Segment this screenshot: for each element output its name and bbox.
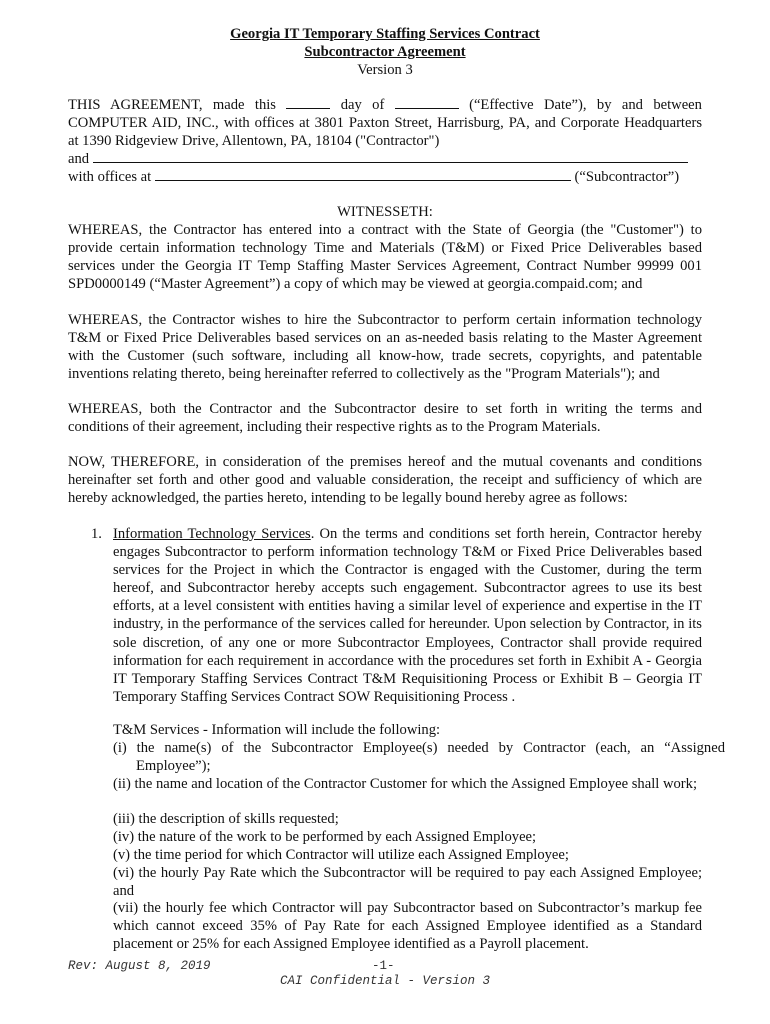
preamble-made-this: THIS AGREEMENT, made this [68,97,276,113]
tm-item-vi: (vi) the hourly Pay Rate which the Subcontractor will be required to pay each Assigned Employee; and [113,865,702,900]
document-version: Version 3 [357,62,413,78]
offices-label: with offices at [68,169,152,185]
preamble-effective-date: (“Effective Date”), by and between [469,97,702,113]
footer-confidential: CAI Confidential - Version 3 [279,974,491,988]
tm-item-iv: (iv) the nature of the work to be performed by each Assigned Employee; [113,829,537,845]
section-1-heading: Information Technology Services [113,526,311,542]
day-blank[interactable] [286,96,330,109]
whereas-paragraph-3: WHEREAS, both the Contractor and the Subcontractor desire to set forth in writing the terms and conditions of their agreement, including their respective rights as to the Program Materials. [68,401,702,436]
document-title: Georgia IT Temporary Staffing Services Contract [230,26,540,42]
preamble-line-3: at 1390 Ridgeview Drive, Allentown, PA, 18104 ("Contractor") [68,133,440,149]
tm-item-ii: (ii) the name and location of the Contractor Customer for which the Assigned Employee shall work; [113,776,698,792]
now-therefore-paragraph: NOW, THEREFORE, in consideration of the premises hereof and the mutual covenants and conditions hereinafter set forth and other good and valuable consideration, the receipt and sufficiency of which are hereby acknowledged, the parties hereto, intending to be legally bound hereby agree as follows: [68,454,702,507]
subcontractor-name-blank[interactable] [93,150,688,163]
preamble-and-line [68,150,688,168]
subcontractor-label: (“Subcontractor”) [574,169,680,185]
preamble-line-1 [68,96,702,114]
tm-item-v: (v) the time period for which Contractor will utilize each Assigned Employee; [113,847,569,863]
month-blank[interactable] [395,96,459,109]
witnesseth-heading: WITNESSETH: [337,204,433,220]
whereas-paragraph-2: WHEREAS, the Contractor wishes to hire the Subcontractor to perform certain information technology T&M or Fixed Price Deliverables based services on an as-needed basis relating to the Master Agreement with the Customer (such software, including all know-how, trade secrets, copyrights, and patentable inventions relating thereto, being hereinafter referred to collectively as the "Program Materials"); and [68,312,702,383]
subcontractor-address-blank[interactable] [155,168,571,181]
section-1-paragraph [113,525,702,706]
tm-item-vii: (vii) the hourly fee which Contractor will pay Subcontractor based on Subcontractor’s markup fee which cannot exceed 35% of Pay Rate for each Assigned Employee identified as a Standard placement or 25% for each Assigned Employee identified as a Payroll placement. [113,900,702,953]
document-subtitle: Subcontractor Agreement [304,44,466,60]
section-1-body: . On the terms and conditions set forth herein, Contractor hereby engages Subcontractor to perform information technology T&M or Fixed Price Deliverables based services for the Project in which the Contractor is engaged with the Customer, during the term hereof, and Subcontractor hereby accepts such engagement. Subcontractor agrees to use its best efforts, at a level consistent with entities having a similar level of experience and expertise in the IT industry, in the performance of the services called for hereunder. Upon selection by Contractor, in its sole discretion, of any one or more Subcontractor Employees, Contractor shall provide required information for each requirement in accordance with the procedures set forth in Exhibit A - Georgia IT Temporary Staffing Services Contract T&M Requisitioning Process or Exhibit B – Georgia IT Temporary Staffing Services Contract SOW Requisitioning Process . [113,526,702,705]
tm-services-intro: T&M Services - Information will include the following: [113,722,441,738]
whereas-paragraph-1: WHEREAS, the Contractor has entered into a contract with the State of Georgia (the "Customer") to provide certain information technology Time and Materials (T&M) or Fixed Price Deliverables based services under the Georgia IT Temp Staffing Master Services Agreement, Contract Number 99999 001 SPD0000149 (“Master Agreement”) a copy of which may be viewed at georgia.compaid.com; and [68,222,702,293]
and-label: and [68,151,90,167]
tm-item-iii: (iii) the description of skills requested; [113,811,339,827]
preamble-line-2: COMPUTER AID, INC., with offices at 3801 Paxton Street, Harrisburg, PA, and Corporate Headquarters [68,115,702,131]
preamble-offices-line [68,168,679,186]
footer-page-number: -1- [372,959,395,973]
preamble-day-of: day of [340,97,385,113]
section-1-number: 1. [91,526,102,542]
tm-item-i: (i) the name(s) of the Subcontractor Employee(s) needed by Contractor (each, an “Assigned Employee”); [113,740,725,775]
footer-revision: Rev: August 8, 2019 [68,959,211,973]
